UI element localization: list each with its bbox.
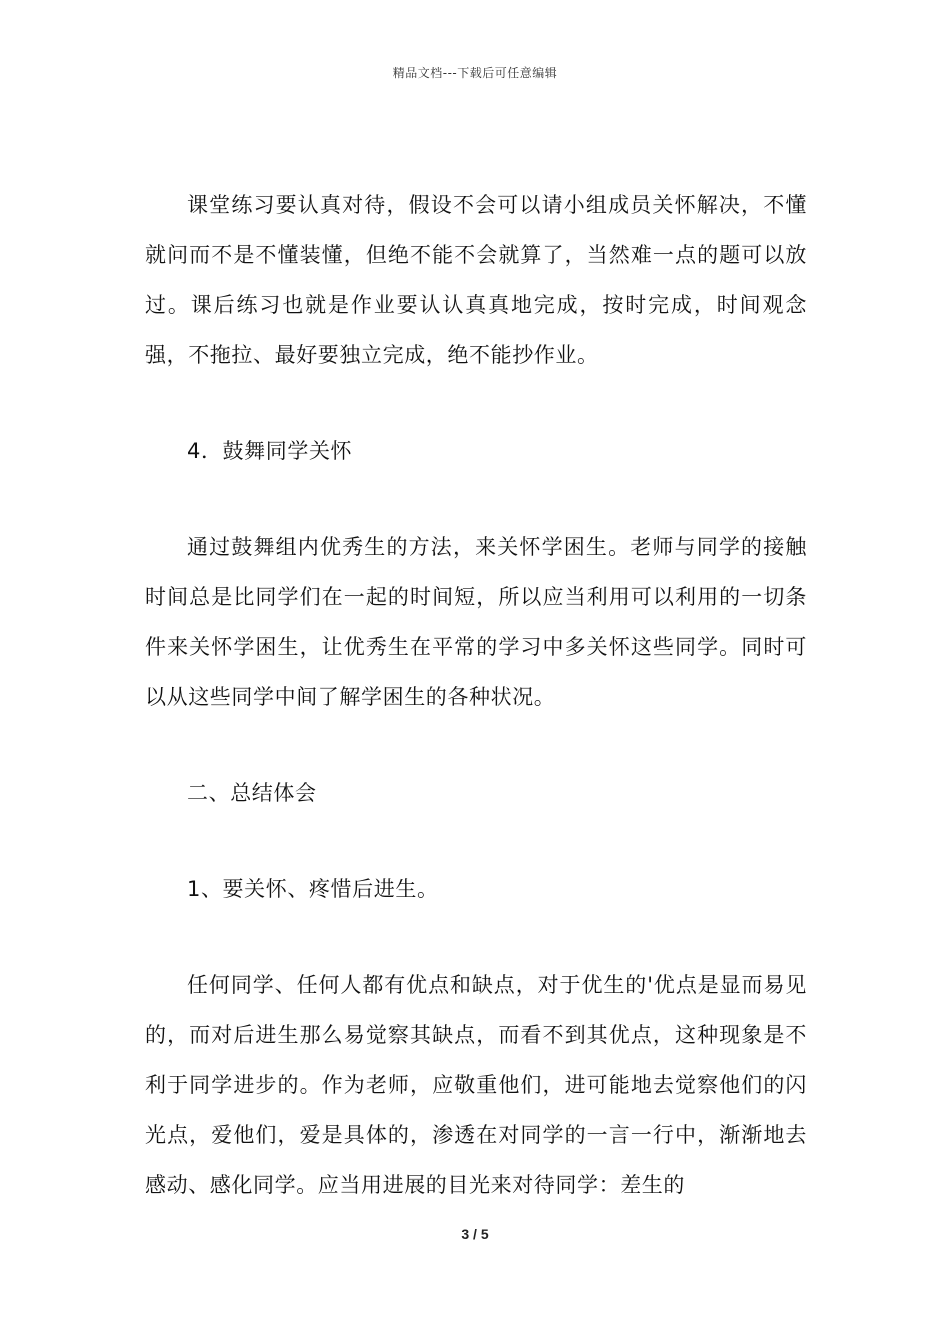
spacer [145,722,807,768]
heading-care-students: 1、要关怀、疼惜后进生。 [187,877,439,901]
document-body [145,180,807,1210]
spacer [145,380,807,426]
paragraph-classroom-practice: 课堂练习要认真对待，假设不会可以请小组成员关怀解决，不懂就问而不是不懂装懂，但绝不能不会就算了，当然难一点的题可以放过。课后练习也就是作业要认认真真地完成，按时完成，时间观念强，不拖拉、最好要独立完成，绝不能抄作业。 [145,193,807,367]
paragraph-encourage-excellent: 通过鼓舞组内优秀生的方法，来关怀学困生。老师与同学的接触时间总是比同学们在一起的时间短，所以应当利用可以利用的一切条件来关怀学困生，让优秀生在平常的学习中多关怀这些同学。同时可以从这些同学中间了解学困生的各种状况。 [145,535,807,709]
spacer [145,476,807,522]
paragraph-strengths-weaknesses: 任何同学、任何人都有优点和缺点，对于优生的'优点是显而易见的，而对后进生那么易觉察其缺点，而看不到其优点，这种现象是不利于同学进步的。作为老师，应敬重他们，进可能地去觉察他们的闪光点，爱他们，爱是具体的，渗透在对同学的一言一行中，渐渐地去感动、感化同学。应当用进展的目光来对待同学：差生的 [145,973,807,1197]
page-header: 精品文档---下载后可任意编辑 [392,66,558,80]
spacer [145,818,807,864]
heading-encourage-students: 4．鼓舞同学关怀 [187,439,353,463]
page-number: 3 / 5 [461,1226,489,1242]
heading-summary: 二、总结体会 [187,781,317,805]
spacer [145,914,807,960]
